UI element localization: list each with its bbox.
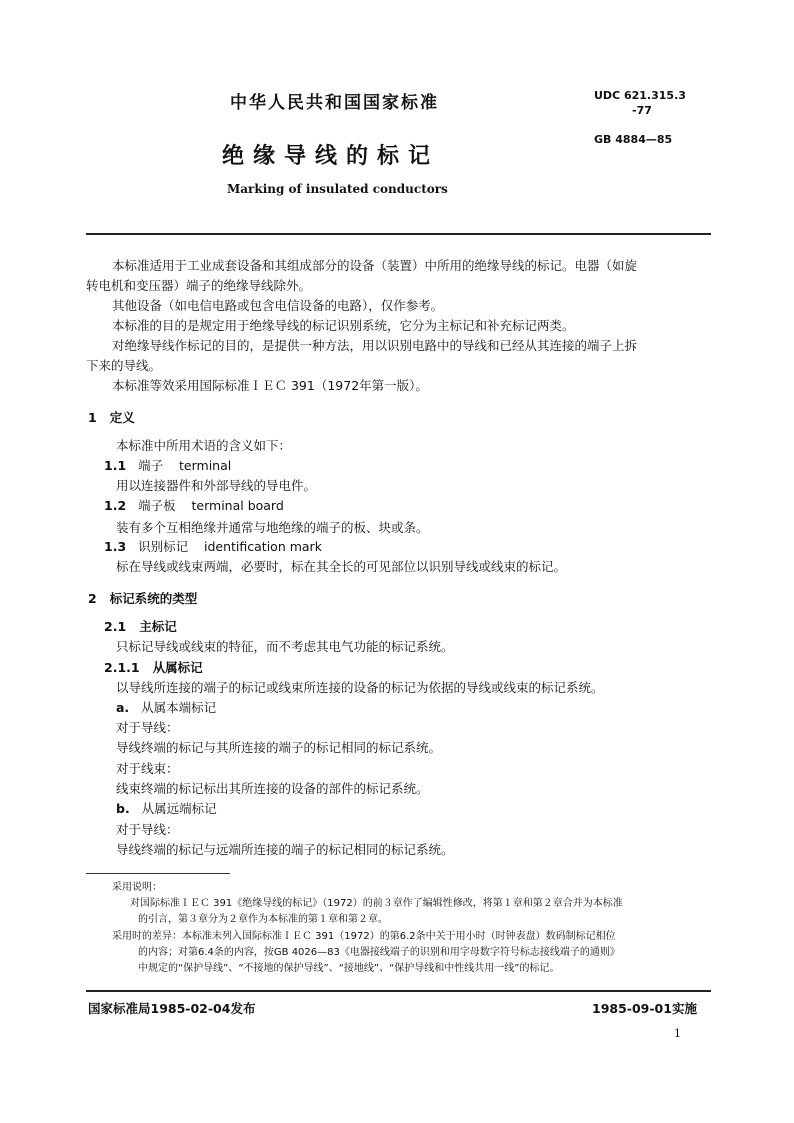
item-label: b.	[116, 801, 130, 816]
intro-paragraph-4-line-1: 对绝缘导线作标记的目的，是提供一种方法，用以识别电路中的导线和已经从其连接的端子上拆	[112, 338, 638, 353]
term: 端子	[138, 458, 164, 473]
issue-date: 国家标准局1985-02-04发布	[88, 1001, 256, 1016]
term-english: identification mark	[204, 539, 322, 554]
item-a-bundle-label: 对于线束：	[116, 761, 179, 776]
note-2-line-3: 中规定的“保护导线”、“不接地的保护导线”、“接地线”、“保护导线和中性线共用一线”的标记。	[138, 963, 560, 974]
clause-number: 2.1	[104, 619, 127, 634]
item-b-conductor-text: 导线终端的标记与远端所连接的端子的标记相同的标记系统。	[116, 842, 454, 857]
item-a-conductor-label: 对于导线：	[116, 720, 179, 735]
clause-2-1-text: 只标记导线或线束的特征，而不考虑其电气功能的标记系统。	[116, 639, 454, 654]
udc-code-suffix: -77	[632, 104, 652, 117]
header-divider	[86, 233, 711, 235]
intro-paragraph-1-line-1: 本标准适用于工业成套设备和其组成部分的设备（装置）中所用的绝缘导线的标记。电器（如旋	[112, 258, 638, 273]
definition-1-1	[104, 456, 231, 476]
section-number: 2	[88, 591, 97, 606]
intro-paragraph-3: 本标准的目的是规定用于绝缘导线的标记识别系统，它分为主标记和补充标记两类。	[112, 318, 575, 333]
page-number: 1	[674, 1027, 681, 1040]
note-1-line-1: 对国际标准ＩＥＣ 391《绝缘导线的标记》（1972）的前３章作了编辑性修改，将第１章和第２章合并为本标准	[130, 898, 623, 909]
note-1-line-2: 的引言，第３章分为２章作为本标准的第１章和第２章。	[138, 914, 388, 925]
term: 识别标记	[138, 539, 189, 554]
item-a-conductor-text: 导线终端的标记与其所连接的端子的标记相同的标记系统。	[116, 740, 442, 755]
section-number: 1	[88, 410, 97, 425]
term: 端子板	[138, 498, 176, 513]
page-title: 绝缘导线的标记	[222, 144, 440, 169]
definition-1-3-text: 标在导线或线束两端，必要时，标在其全长的可见部位以识别导线或线束的标记。	[116, 559, 567, 574]
notes-divider	[86, 873, 230, 874]
clause-2-1-heading	[104, 617, 177, 637]
section-title: 定义	[109, 410, 135, 425]
definition-1-2	[104, 496, 284, 516]
term-english: terminal board	[191, 498, 284, 513]
definition-1-1-text: 用以连接器件和外部导线的导电件。	[116, 478, 317, 493]
definition-1-2-text: 装有多个互相绝缘并通常与地绝缘的端子的板、块或条。	[116, 520, 429, 535]
section-title: 标记系统的类型	[109, 591, 198, 606]
term-english: terminal	[179, 458, 232, 473]
clause-2-1-1-text: 以导线所连接的端子的标记或线束所连接的设备的标记为依据的导线或线束的标记系统。	[116, 680, 604, 695]
item-a-heading	[116, 698, 216, 718]
section-1-heading	[88, 408, 135, 428]
item-b-conductor-label: 对于导线：	[116, 822, 179, 837]
effective-date: 1985-09-01实施	[592, 1001, 697, 1016]
clause-title: 从属标记	[152, 660, 203, 675]
intro-paragraph-4-line-2: 下来的导线。	[86, 358, 162, 373]
section-1-lead: 本标准中所用术语的含义如下：	[116, 438, 292, 453]
note-2-line-2: 的内容；对第6.4条的内容，按GB 4026—83《电器接线端子的识别和用字母数字符号标志接线端子的通则》	[138, 947, 620, 958]
clause-number: 1.1	[104, 458, 127, 473]
clause-number: 2.1.1	[104, 660, 140, 675]
footer-divider	[86, 990, 711, 992]
clause-number: 1.3	[104, 539, 127, 554]
standard-org-heading: 中华人民共和国国家标准	[230, 93, 439, 113]
item-a-bundle-text: 线束终端的标记标出其所连接的设备的部件的标记系统。	[116, 781, 429, 796]
item-b-heading	[116, 799, 217, 819]
note-2-line-1: 采用时的差异：本标准未列入国际标准ＩＥＣ 391（1972）的第6.2条中关于用小时（时钟表盘）数码制标记相位	[112, 931, 616, 942]
clause-title: 主标记	[139, 619, 177, 634]
page-title-english: Marking of insulated conductors	[227, 182, 448, 196]
intro-paragraph-1-line-2: 转电机和变压器）端子的绝缘导线除外。	[86, 278, 312, 293]
item-label: a.	[116, 700, 130, 715]
intro-paragraph-5: 本标准等效采用国际标准ＩＥＣ 391（1972年第一版）。	[112, 378, 428, 393]
udc-code: UDC 621.315.3	[594, 89, 686, 102]
item-title: 从属远端标记	[141, 801, 217, 816]
section-2-heading	[88, 589, 197, 609]
notes-heading: 采用说明：	[112, 882, 162, 893]
gb-code: GB 4884—85	[594, 133, 673, 146]
definition-1-3	[104, 537, 322, 557]
item-title: 从属本端标记	[141, 700, 217, 715]
clause-2-1-1-heading	[104, 658, 203, 678]
clause-number: 1.2	[104, 498, 127, 513]
intro-paragraph-2: 其他设备（如电信电路或包含电信设备的电路），仅作参考。	[112, 298, 444, 313]
